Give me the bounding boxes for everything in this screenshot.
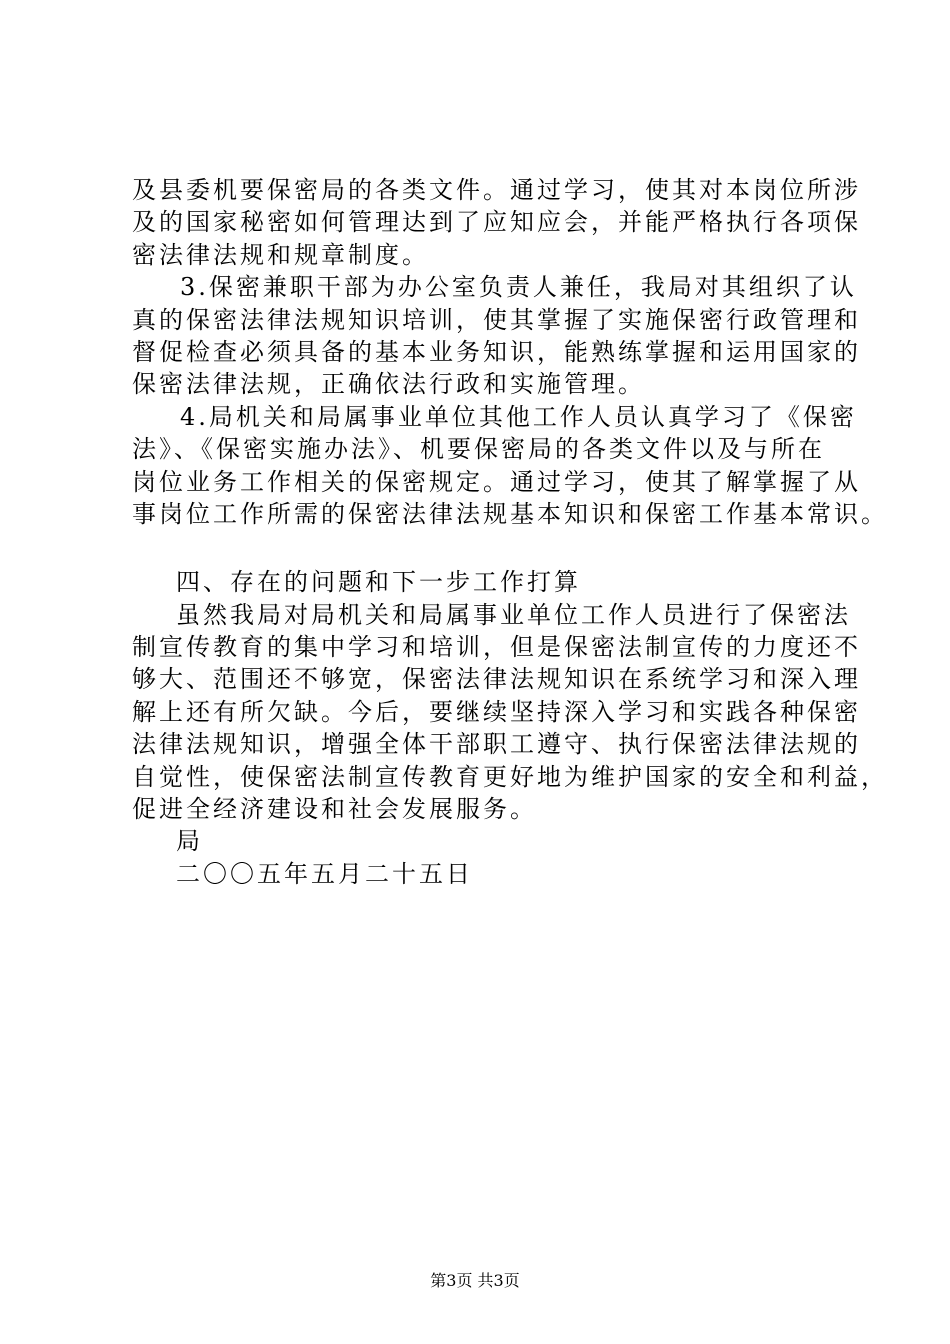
signature-line: 局 bbox=[176, 827, 203, 856]
paragraph-item-3 bbox=[132, 271, 861, 401]
text-line: 法》、《保密实施办法》、机要保密局的各类文件以及与所在 bbox=[132, 435, 825, 464]
text-line: 制宣传教育的集中学习和培训，但是保密法制宣传的力度还不 bbox=[132, 633, 861, 662]
text-line: 够大、范围还不够宽，保密法律法规知识在系统学习和深入理 bbox=[132, 665, 861, 694]
text-line: 真的保密法律法规知识培训，使其掌握了实施保密行政管理和 bbox=[132, 305, 861, 334]
page-number-footer: 第3页 共3页 bbox=[430, 1271, 520, 1290]
text-line: 及的国家秘密如何管理达到了应知应会，并能严格执行各项保 bbox=[132, 208, 861, 237]
text-line: 4.局机关和局属事业单位其他工作人员认真学习了《保密 bbox=[180, 402, 857, 431]
text-line: 督促检查必须具备的基本业务知识，能熟练掌握和运用国家的 bbox=[132, 337, 861, 366]
paragraph-item-4 bbox=[132, 401, 888, 531]
paragraph-training-summary bbox=[132, 174, 861, 271]
text-line: 法律法规知识，增强全体干部职工遵守、执行保密法律法规的 bbox=[132, 730, 861, 759]
text-line: 3.保密兼职干部为办公室负责人兼任，我局对其组织了认 bbox=[180, 273, 857, 302]
text-line: 虽然我局对局机关和局属事业单位工作人员进行了保密法 bbox=[176, 600, 851, 629]
text-line: 及县委机要保密局的各类文件。通过学习，使其对本岗位所涉 bbox=[132, 176, 861, 204]
document-body bbox=[132, 174, 888, 890]
text-line: 岗位业务工作相关的保密规定。通过学习，使其了解掌握了从 bbox=[132, 467, 861, 496]
text-line: 保密法律法规，正确依法行政和实施管理。 bbox=[132, 370, 645, 399]
paragraph-problems-and-plans bbox=[132, 599, 888, 826]
text-line: 密法律法规和规章制度。 bbox=[132, 240, 429, 269]
section-heading: 四、存在的问题和下一步工作打算 bbox=[176, 568, 581, 597]
text-line: 事岗位工作所需的保密法律法规基本知识和保密工作基本常识。 bbox=[132, 499, 888, 528]
date-line: 二〇〇五年五月二十五日 bbox=[176, 859, 473, 888]
text-line: 促进全经济建设和社会发展服务。 bbox=[132, 795, 537, 824]
text-line: 自觉性，使保密法制宣传教育更好地为维护国家的安全和利益， bbox=[132, 762, 888, 791]
text-line: 解上还有所欠缺。今后，要继续坚持深入学习和实践各种保密 bbox=[132, 697, 861, 726]
paragraph-spacer bbox=[132, 530, 832, 566]
